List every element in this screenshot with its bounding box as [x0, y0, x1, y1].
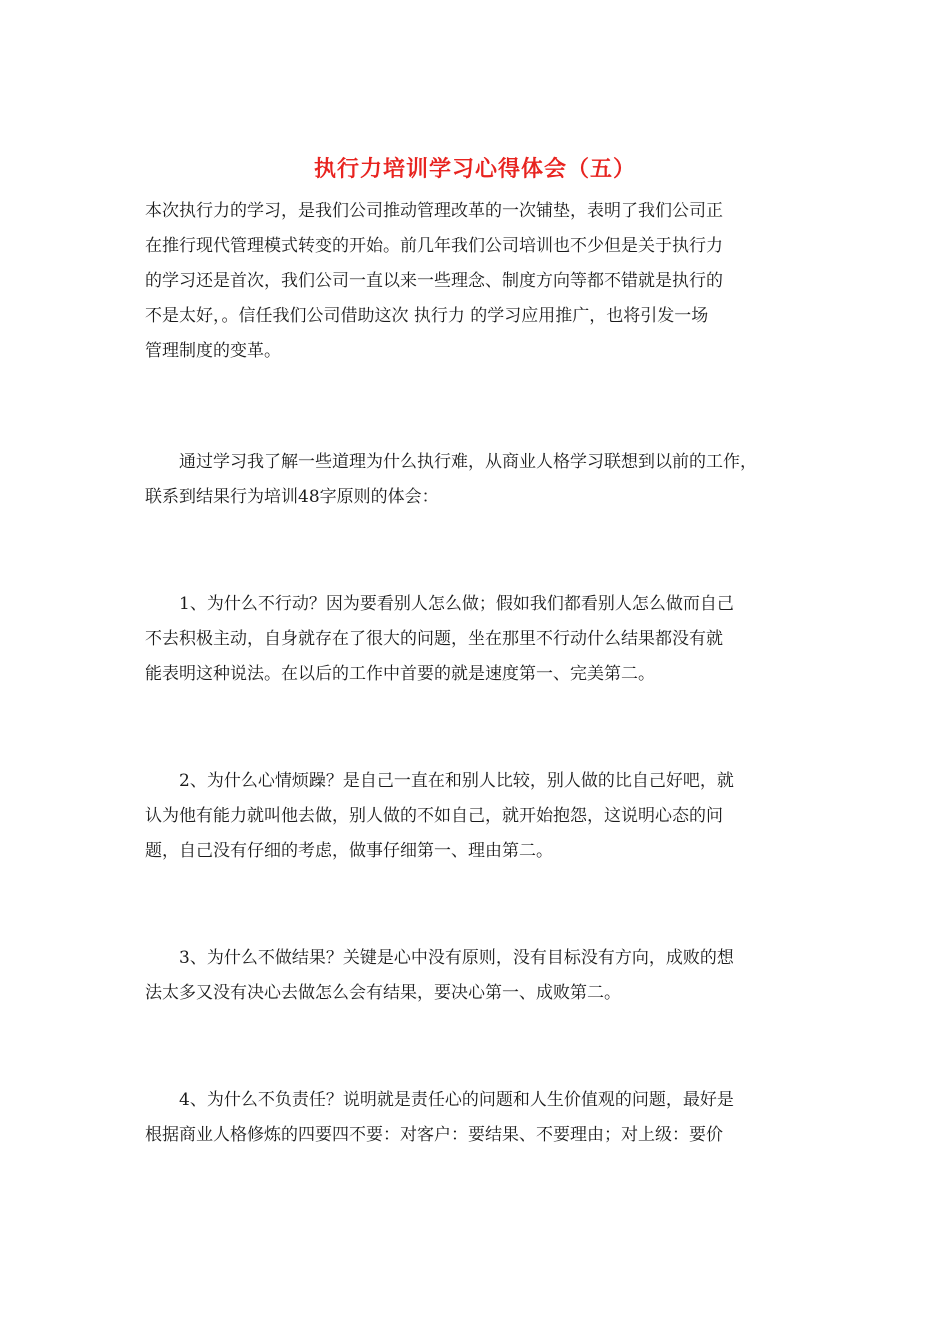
paragraph-line: 法太多又没有决心去做怎么会有结果，要决心第一、成败第二。 [145, 983, 621, 1003]
paragraph-point-2 [145, 764, 805, 869]
paragraph-line: 根据商业人格修炼的四要四不要：对客户：要结果、不要理由；对上级：要价 [145, 1125, 723, 1145]
paragraph-point-4 [145, 1083, 805, 1153]
paragraph-learning [145, 445, 805, 515]
paragraph-line: 3、为什么不做结果？关键是心中没有原则，没有目标没有方向，成败的想 [145, 948, 734, 968]
paragraph-line: 不去积极主动，自身就存在了很大的问题，坐在那里不行动什么结果都没有就 [145, 629, 723, 649]
paragraph-point-3 [145, 941, 805, 1011]
paragraph-line: 管理制度的变革。 [145, 341, 281, 361]
paragraph-line: 在推行现代管理模式转变的开始。前几年我们公司培训也不少但是关于执行力 [145, 236, 723, 256]
paragraph-line: 题，自己没有仔细的考虑，做事仔细第一、理由第二。 [145, 841, 553, 861]
paragraph-intro [145, 194, 805, 369]
paragraph-point-1 [145, 587, 805, 692]
paragraph-line: 本次执行力的学习，是我们公司推动管理改革的一次铺垫，表明了我们公司正 [145, 201, 723, 221]
paragraph-line: 不是太好，。信任我们公司借助这次 执行力 的学习应用推广，也将引发一场 [145, 306, 709, 326]
paragraph-line: 能表明这种说法。在以后的工作中首要的就是速度第一、完美第二。 [145, 664, 655, 684]
paragraph-line: 通过学习我了解一些道理为什么执行难，从商业人格学习联想到以前的工作， [145, 452, 757, 472]
paragraph-line: 认为他有能力就叫他去做，别人做的不如自己，就开始抱怨，这说明心态的问 [145, 806, 723, 826]
paragraph-line: 2、为什么心情烦躁？是自己一直在和别人比较，别人做的比自己好吧，就 [145, 771, 734, 791]
paragraph-line: 4、为什么不负责任？说明就是责任心的问题和人生价值观的问题，最好是 [145, 1090, 734, 1110]
document-title: 执行力培训学习心得体会（五） [313, 156, 636, 182]
paragraph-line: 联系到结果行为培训48字原则的体会： [145, 487, 439, 507]
paragraph-line: 的学习还是首次，我们公司一直以来一些理念、制度方向等都不错就是执行的 [145, 271, 723, 291]
paragraph-line: 1、为什么不行动？因为要看别人怎么做；假如我们都看别人怎么做而自己 [145, 594, 734, 614]
